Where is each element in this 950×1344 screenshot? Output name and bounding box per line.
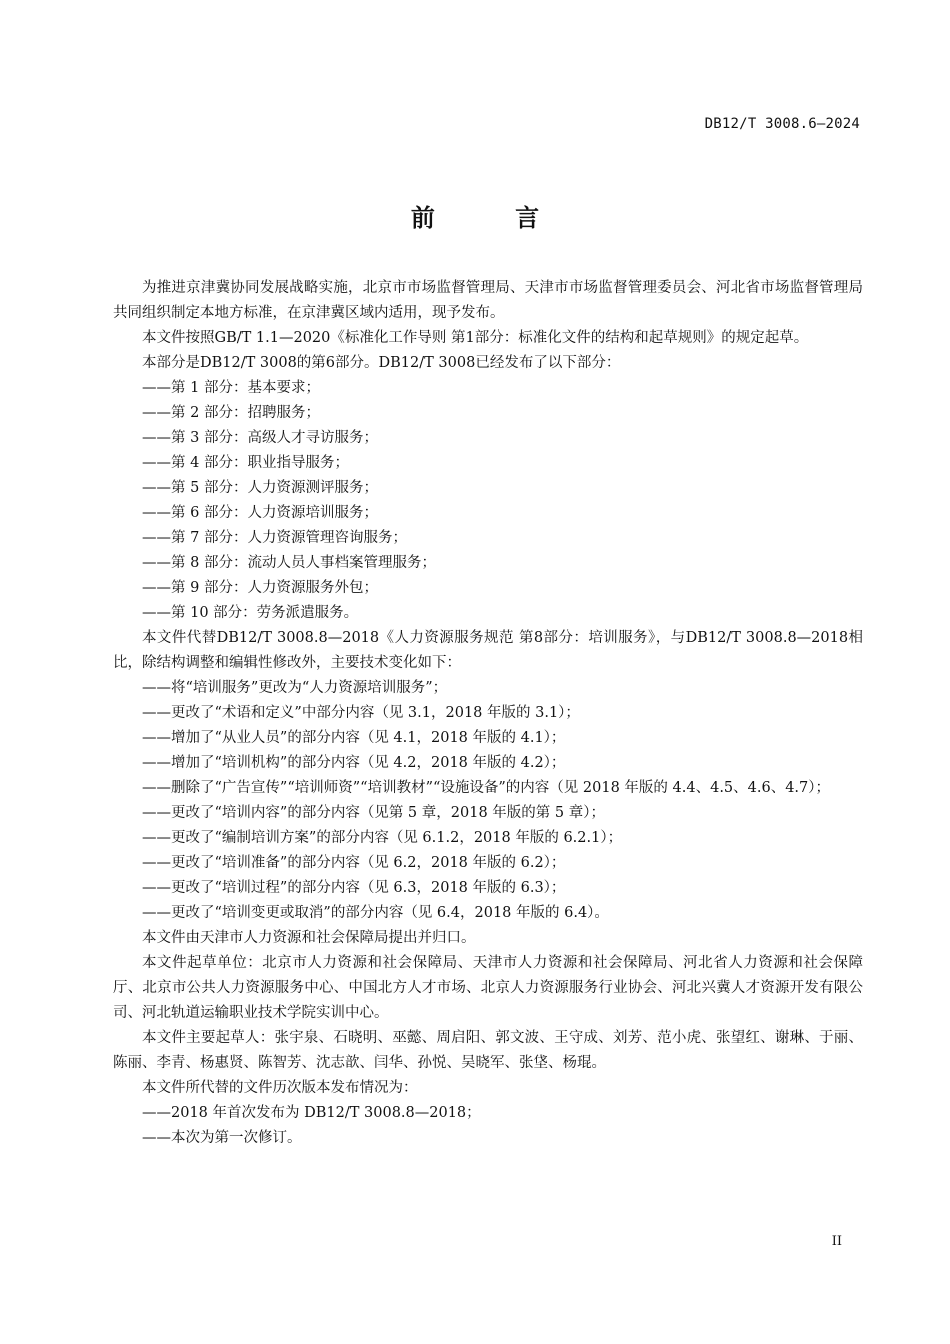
list-item: ——本次为第一次修订。 [142, 1130, 302, 1146]
list-item: ——第 1 部分：基本要求； [142, 380, 320, 396]
list-item: ——第 7 部分：人力资源管理咨询服务； [142, 530, 407, 546]
standard-code: DB12/T 3008.6—2024 [704, 116, 860, 132]
history-list [113, 1101, 863, 1151]
list-item: ——增加了“培训机构”的部分内容（见 4.2，2018 年版的 4.2）； [142, 755, 566, 771]
paragraph: 本文件代替DB12/T 3008.8—2018《人力资源服务规范 第8部分：培训服务》，与DB12/T 3008.8—2018相比，除结构调整和编辑性修改外，主要技术变化如下： [113, 630, 863, 671]
page-number: II [831, 1234, 842, 1249]
paragraph: 本文件按照GB/T 1.1—2020《标准化工作导则 第1部分：标准化文件的结构和起草规则》的规定起草。 [142, 330, 809, 346]
list-item: ——更改了“培训内容”的部分内容（见第 5 章，2018 年版的第 5 章）； [142, 805, 605, 821]
foreword-body [113, 276, 863, 1151]
list-item: ——增加了“从业人员”的部分内容（见 4.1，2018 年版的 4.1）； [142, 730, 566, 746]
list-item: ——更改了“术语和定义”中部分内容（见 3.1，2018 年版的 3.1）； [142, 705, 580, 721]
page-title: 前 言 [410, 204, 576, 232]
list-item: ——第 6 部分：人力资源培训服务； [142, 505, 378, 521]
paragraph: 本部分是DB12/T 3008的第6部分。DB12/T 3008已经发布了以下部分： [142, 355, 621, 371]
list-item: ——第 9 部分：人力资源服务外包； [142, 580, 378, 596]
paragraph: 本文件所代替的文件历次版本发布情况为： [142, 1080, 418, 1096]
list-item: ——第 5 部分：人力资源测评服务； [142, 480, 378, 496]
list-item: ——更改了“培训过程”的部分内容（见 6.3，2018 年版的 6.3）； [142, 880, 566, 896]
list-item: ——第 3 部分：高级人才寻访服务； [142, 430, 378, 446]
list-item: ——删除了“广告宣传”“培训师资”“培训教材”“设施设备”的内容（见 2018 年版的 4.4、4.5、4.6、4.7）； [142, 780, 831, 796]
parts-list [113, 376, 863, 626]
paragraph: 为推进京津冀协同发展战略实施，北京市市场监督管理局、天津市市场监督管理委员会、河北省市场监督管理局共同组织制定本地方标准，在京津冀区域内适用，现予发布。 [113, 280, 863, 321]
list-item: ——更改了“培训准备”的部分内容（见 6.2，2018 年版的 6.2）； [142, 855, 566, 871]
list-item: ——第 10 部分：劳务派遣服务。 [142, 605, 359, 621]
list-item: ——更改了“编制培训方案”的部分内容（见 6.1.2，2018 年版的 6.2.1）； [142, 830, 623, 846]
list-item: ——2018 年首次发布为 DB12/T 3008.8—2018； [142, 1105, 481, 1121]
changes-list [113, 676, 863, 926]
paragraph: 本文件起草单位：北京市人力资源和社会保障局、天津市人力资源和社会保障局、河北省人力资源和社会保障厅、北京市公共人力资源服务中心、中国北方人才市场、北京人力资源服务行业协会、河北兴冀人才资源开发有限公司、河北轨道运输职业技术学院实训中心。 [113, 955, 863, 1021]
list-item: ——第 8 部分：流动人员人事档案管理服务； [142, 555, 436, 571]
list-item: ——更改了“培训变更或取消”的部分内容（见 6.4，2018 年版的 6.4）。 [142, 905, 609, 921]
paragraph: 本文件主要起草人：张宇泉、石晓明、巫懿、周启阳、郭文波、王守成、刘芳、范小虎、张望红、谢琳、于丽、陈丽、李青、杨惠贤、陈智芳、沈志歆、闫华、孙悦、吴晓军、张垡、杨琨。 [113, 1030, 863, 1071]
paragraph: 本文件由天津市人力资源和社会保障局提出并归口。 [142, 930, 476, 946]
list-item: ——第 2 部分：招聘服务； [142, 405, 320, 421]
list-item: ——第 4 部分：职业指导服务； [142, 455, 349, 471]
list-item: ——将“培训服务”更改为“人力资源培训服务”； [142, 680, 448, 696]
